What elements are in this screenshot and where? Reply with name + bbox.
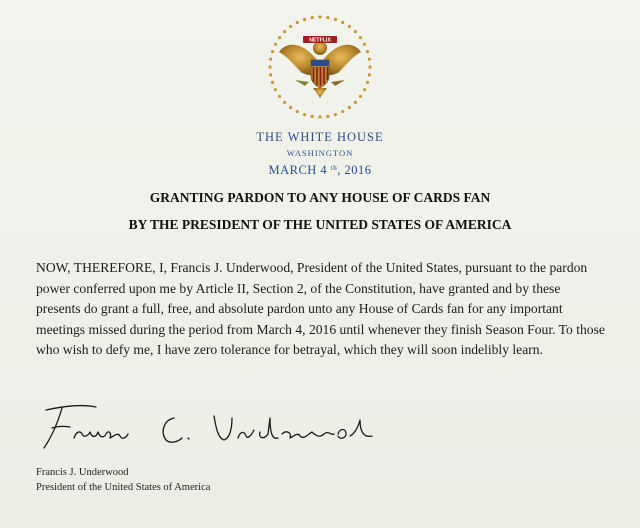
seal-star xyxy=(334,18,337,21)
seal-star xyxy=(359,95,362,98)
seal-star xyxy=(326,115,329,118)
seal-star xyxy=(303,18,306,21)
seal-star xyxy=(278,95,281,98)
seal-star xyxy=(354,101,357,104)
handwritten-signature xyxy=(34,398,384,456)
letterhead-date xyxy=(0,163,640,178)
signatory-name: Francis J. Underwood xyxy=(36,467,129,478)
seal-star xyxy=(318,15,321,18)
presidential-seal-icon xyxy=(265,12,375,122)
seal-star xyxy=(311,115,314,118)
seal-star xyxy=(363,43,366,46)
seal-star xyxy=(341,21,344,24)
date-main: MARCH 4 xyxy=(268,163,328,177)
seal-star xyxy=(269,58,272,61)
seal-star xyxy=(368,65,371,68)
seal-star xyxy=(363,88,366,91)
date-year: , 2016 xyxy=(337,163,372,177)
seal-star xyxy=(359,36,362,39)
pardon-body-text: NOW, THEREFORE, I, Francis J. Underwood, President of the United States, pursuant to the pardon power conferred upon me by Article II, Section 2, of the Constitution, have granted and by these presents do grant a full, free, and absolute pardon unto any House of Cards fan for any important meetings missed during the period from March 4, 2016 until whenever they finish Season Four. To those who wish to defy me, I have zero tolerance for betrayal, which they will soon indelibly learn. xyxy=(36,260,605,357)
document-heading-line-1: GRANTING PARDON TO ANY HOUSE OF CARDS FAN xyxy=(149,190,491,205)
seal-star xyxy=(274,43,277,46)
seal-star xyxy=(326,16,329,19)
letterhead-title: THE WHITE HOUSE xyxy=(256,130,384,144)
seal-star xyxy=(296,21,299,24)
document-heading-line-2: BY THE PRESIDENT OF THE UNITED STATES OF AMERICA xyxy=(128,217,512,232)
seal-star xyxy=(268,65,271,68)
seal-star xyxy=(368,73,371,76)
seal-star xyxy=(289,106,292,109)
seal-star xyxy=(334,113,337,116)
seal-star xyxy=(283,101,286,104)
seal-star xyxy=(303,113,306,116)
seal-star xyxy=(341,110,344,113)
seal-banner-text: NETFLIX xyxy=(309,37,331,44)
date-suffix: th xyxy=(330,164,338,172)
seal-star xyxy=(278,36,281,39)
seal-star xyxy=(311,16,314,19)
seal-star xyxy=(274,88,277,91)
seal-star xyxy=(283,30,286,33)
seal-star xyxy=(348,106,351,109)
seal-star xyxy=(318,115,321,118)
seal-star xyxy=(368,58,371,61)
seal-star xyxy=(296,110,299,113)
seal-star xyxy=(271,81,274,84)
letterhead-subtitle: WASHINGTON xyxy=(286,148,354,158)
signatory-title: President of the United States of America xyxy=(36,482,211,493)
seal-star xyxy=(366,50,369,53)
seal-star xyxy=(289,25,292,28)
seal-star xyxy=(348,25,351,28)
seal-star xyxy=(269,73,272,76)
seal-star xyxy=(271,50,274,53)
seal-star xyxy=(354,30,357,33)
seal-star xyxy=(366,81,369,84)
